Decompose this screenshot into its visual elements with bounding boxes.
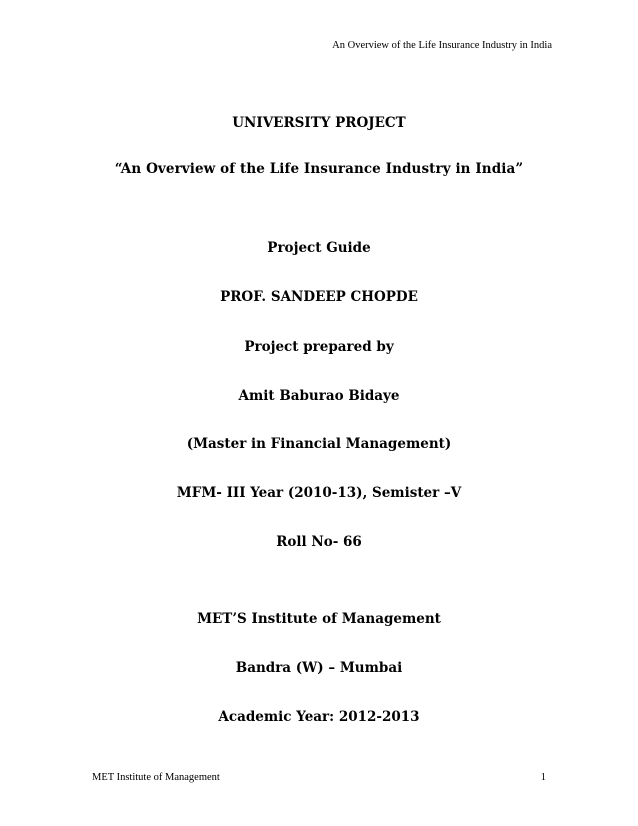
- institute-location: Bandra (W) – Mumbai: [235, 660, 403, 676]
- footer-institute: MET Institute of Management: [92, 772, 220, 783]
- guide-name: PROF. SANDEEP CHOPDE: [220, 289, 418, 305]
- running-header: An Overview of the Life Insurance Industry in India: [332, 40, 552, 51]
- academic-year: Academic Year: 2012-2013: [218, 709, 420, 725]
- guide-label: Project Guide: [267, 240, 371, 256]
- student-name: Amit Baburao Bidaye: [238, 388, 400, 404]
- project-title: “An Overview of the Life Insurance Industry in India”: [114, 161, 524, 177]
- project-heading: UNIVERSITY PROJECT: [232, 115, 406, 131]
- page-number: 1: [540, 772, 546, 783]
- prepared-by-label: Project prepared by: [244, 339, 394, 355]
- degree-name: (Master in Financial Management): [186, 436, 452, 452]
- roll-number: Roll No- 66: [276, 534, 362, 550]
- institute-name: MET’S Institute of Management: [197, 611, 441, 627]
- year-semester: MFM- III Year (2010-13), Semister –V: [176, 485, 462, 501]
